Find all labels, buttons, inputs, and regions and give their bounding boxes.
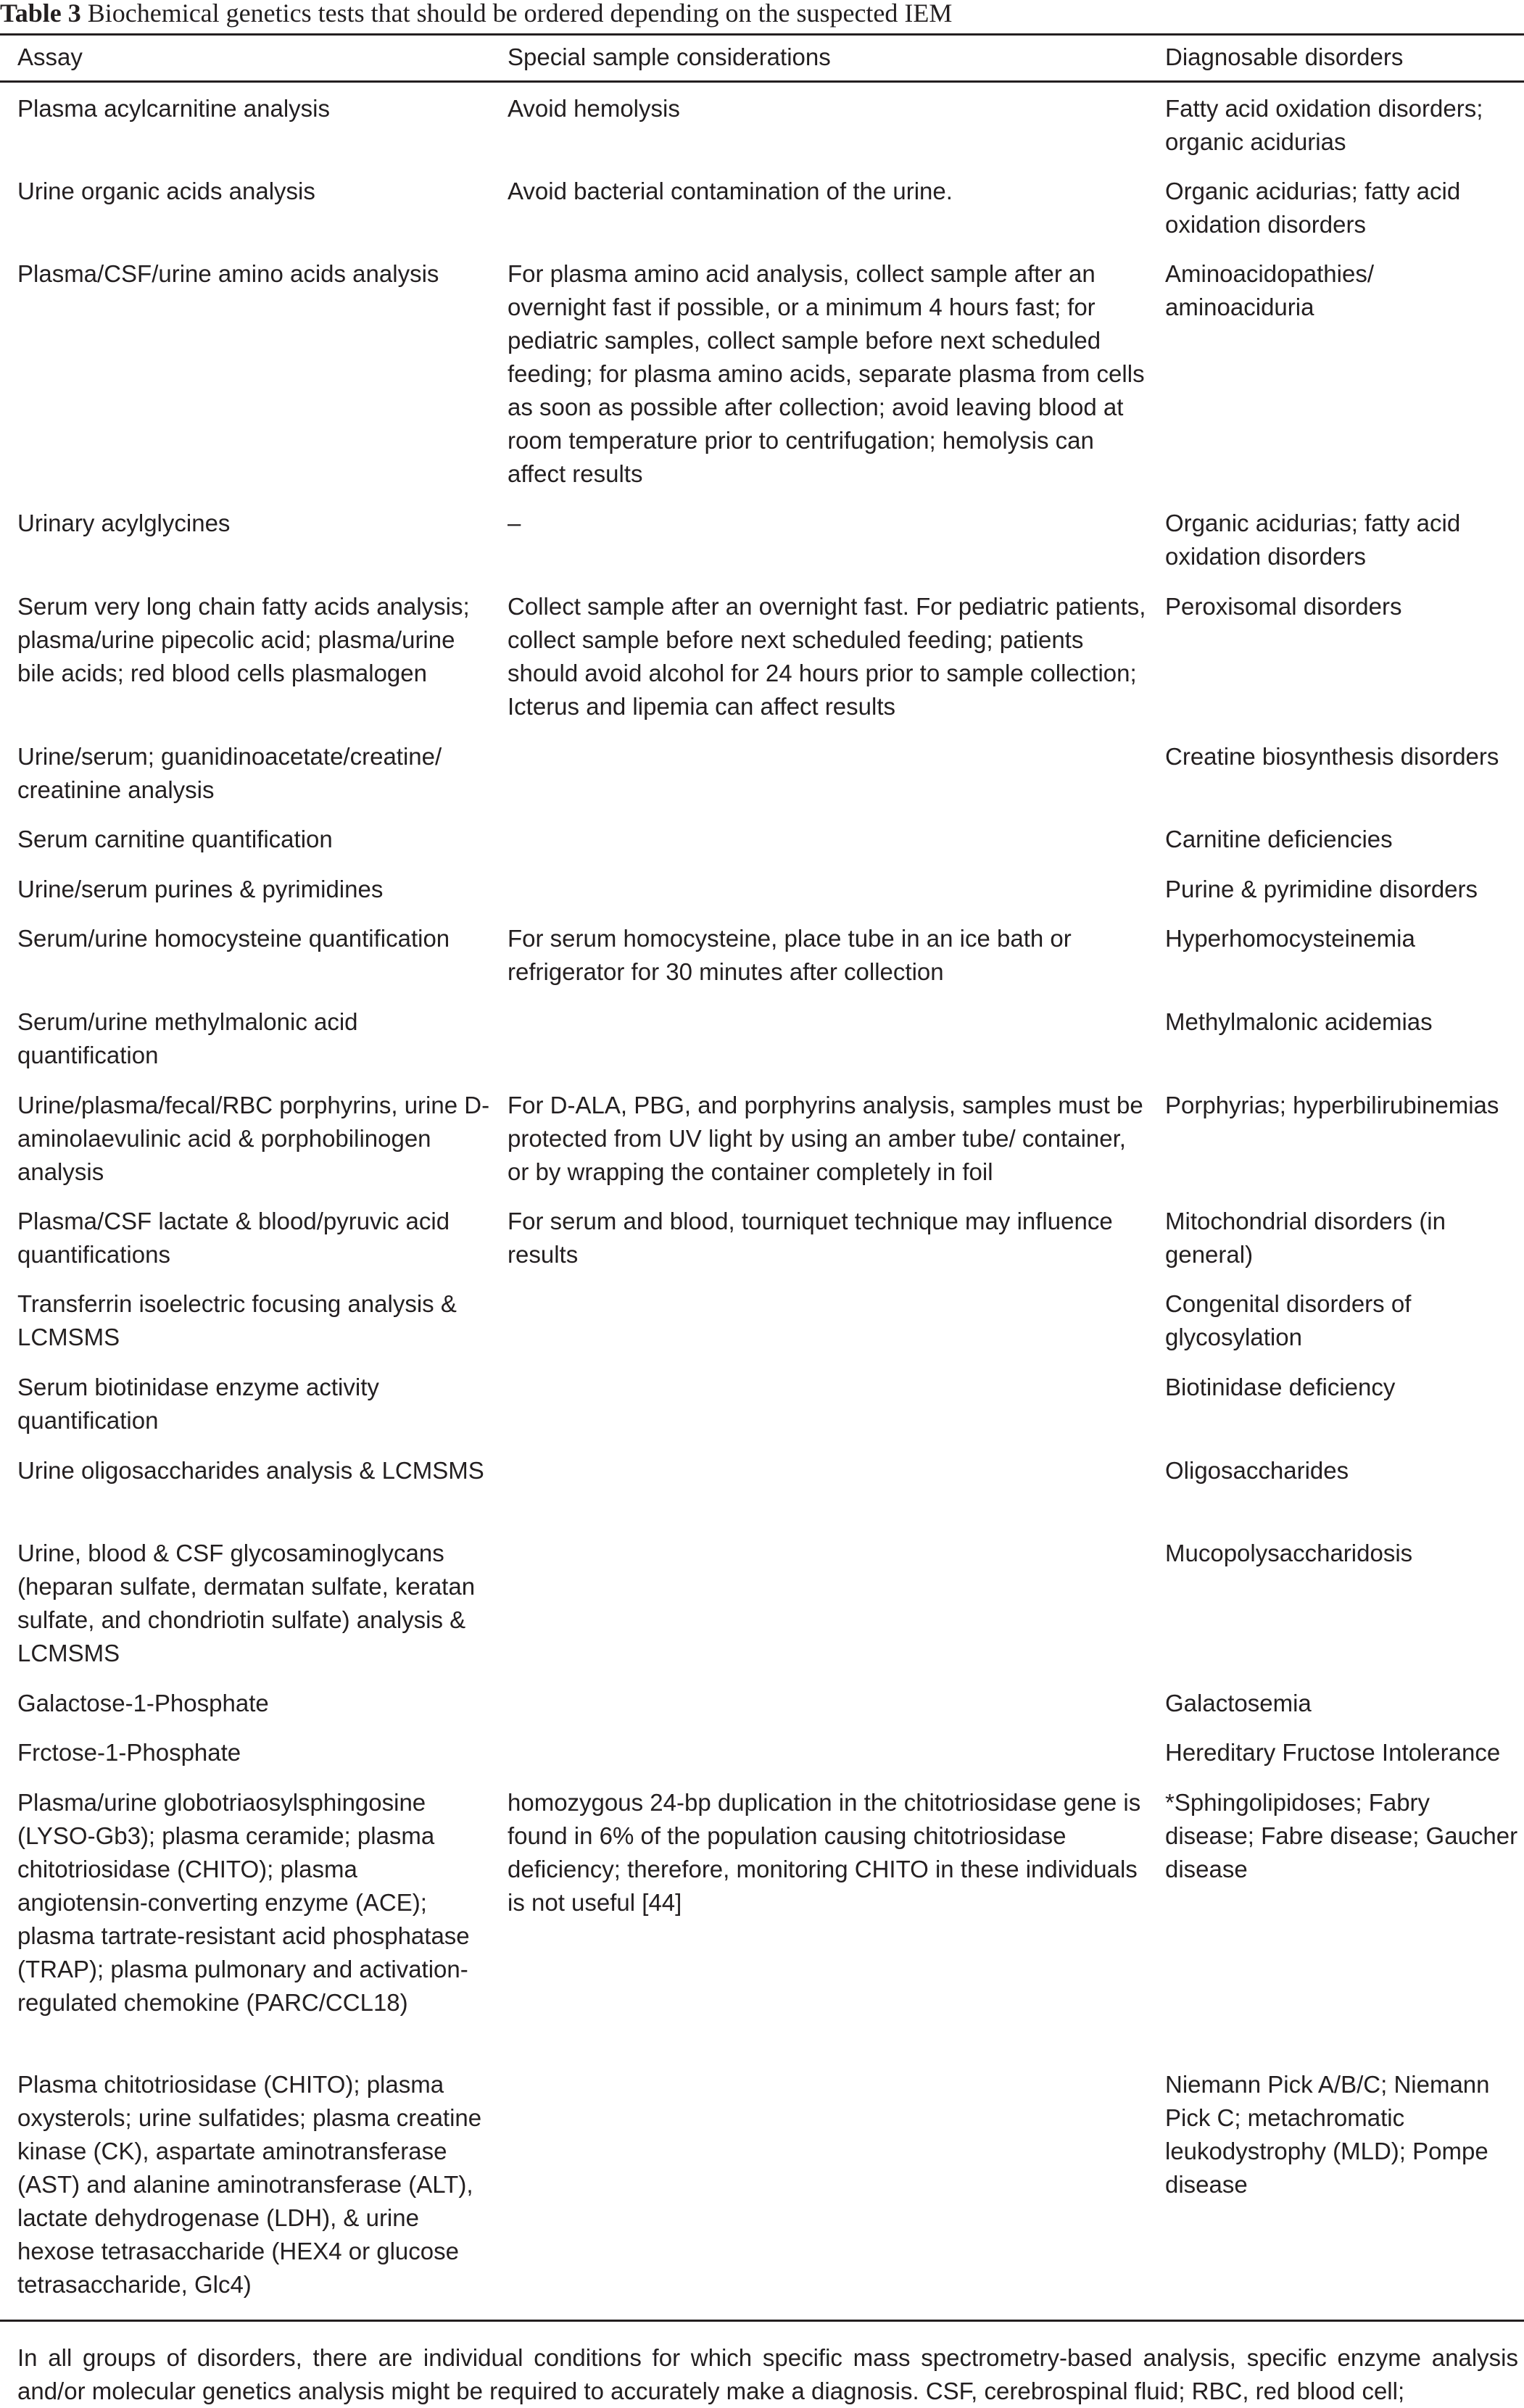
cell-disorders: Congenital disorders of glycosylation (1165, 1290, 1412, 1350)
table-row (0, 1527, 1524, 1677)
cell-assay: Galactose-1-Phosphate (17, 1689, 269, 1716)
cell-assay: Serum biotinidase enzyme activity quantification (17, 1373, 379, 1434)
cell-disorders: Peroxisomal disorders (1165, 592, 1402, 620)
header-row (0, 35, 1524, 82)
cell-disorders: Organic acidurias; fatty acid oxidation disorders (1165, 509, 1461, 570)
cell-disorders: Mucopolysaccharidosis (1165, 1539, 1413, 1566)
cell-assay: Plasma/urine globotriaosylsphingosine (LYSO-Gb3); plasma ceramide; plasma chitotriosidase (CHITO); plasma angiotensin-converting enzyme (ACE); plasma tartrate-resistant acid phosphatase (TRAP); plasma pulmonary and activation-regulated chemokine (PARC/CCL18) (17, 1788, 470, 2016)
table-row (0, 731, 1524, 813)
cell-assay: Plasma/CSF lactate & blood/pyruvic acid quantifications (17, 1207, 450, 1268)
cell-assay: Serum/urine homocysteine quantification (17, 924, 450, 952)
table-row (0, 497, 1524, 581)
cell-considerations (490, 1445, 1148, 1527)
cell-assay: Transferrin isoelectric focusing analysis & LCMSMS (17, 1290, 457, 1350)
cell-considerations: Avoid bacterial contamination of the urine. (508, 177, 953, 204)
tests-table (0, 33, 1524, 2322)
cell-assay: Plasma acylcarnitine analysis (17, 95, 331, 122)
cell-disorders: Hyperhomocysteinemia (1165, 924, 1415, 952)
cell-considerations: Avoid hemolysis (508, 95, 680, 122)
cell-assay: Plasma chitotriosidase (CHITO); plasma oxysterols; urine sulfatides; plasma creatine kinase (CK), aspartate aminotransferase (AST) and alanine aminotransferase (ALT), lactate dehydrogenase (LDH), & urine hexose tetrasaccharide (HEX4 or glucose tetrasaccharide, Glc4) (0, 2059, 490, 2321)
cell-assay: Urine/serum; guanidinoacetate/creatine/ creatinine analysis (17, 742, 442, 803)
cell-considerations (490, 996, 1148, 1079)
cell-disorders: Biotinidase deficiency (1165, 1373, 1396, 1400)
cell-disorders: Hereditary Fructose Intolerance (1165, 1738, 1501, 1766)
header-assay: Assay (0, 35, 490, 82)
table-row (0, 913, 1524, 996)
cell-disorders: Oligosaccharides (1165, 1456, 1349, 1484)
cell-considerations (490, 1361, 1148, 1445)
cell-disorders: Organic acidurias; fatty acid oxidation disorders (1165, 177, 1461, 238)
cell-disorders: Carnitine deficiencies (1165, 825, 1393, 852)
table-caption (0, 0, 1524, 32)
table-header (0, 35, 1524, 82)
table-row (0, 1777, 1524, 2059)
cell-considerations (490, 1677, 1148, 1727)
cell-assay: Plasma/CSF/urine amino acids analysis (17, 260, 439, 287)
table-row (0, 813, 1524, 863)
cell-disorders: Niemann Pick A/B/C; Niemann Pick C; metachromatic leukodystrophy (MLD); Pompe disease (1148, 2059, 1524, 2321)
cell-disorders: Aminoacidopathies/ aminoaciduria (1165, 260, 1375, 320)
cell-considerations: Collect sample after an overnight fast. For pediatric patients, collect sample before next scheduled feeding; patients should avoid alcohol for 24 hours prior to sample collection; Icterus and lipemia can affect results (508, 592, 1146, 720)
table-row (0, 248, 1524, 497)
cell-considerations (490, 863, 1148, 913)
cell-considerations (490, 1727, 1148, 1777)
cell-assay: Serum/urine methylmalonic acid quantification (17, 1008, 358, 1068)
table-row (0, 165, 1524, 248)
table-row (0, 1445, 1524, 1527)
cell-considerations (490, 1278, 1148, 1361)
table-row (0, 996, 1524, 1079)
table-row (0, 581, 1524, 731)
cell-assay: Urinary acylglycines (17, 509, 231, 536)
cell-considerations: For plasma amino acid analysis, collect sample after an overnight fast if possible, or a minimum 4 hours fast; for pediatric samples, collect sample before next scheduled feeding; for plasma amino acids, separate plasma from cells as soon as possible after collection; avoid leaving blood at room temperature prior to centrifugation; hemolysis can affect results (508, 260, 1145, 487)
table-row (0, 863, 1524, 913)
header-considerations: Special sample considerations (490, 35, 1148, 82)
table-row (0, 1361, 1524, 1445)
cell-assay: Urine/plasma/fecal/RBC porphyrins, urine D-aminolaevulinic acid & porphobilinogen analysis (17, 1091, 490, 1185)
cell-assay: Serum very long chain fatty acids analysis; plasma/urine pipecolic acid; plasma/urine bile acids; red blood cells plasmalogen (17, 592, 470, 686)
cell-assay: Frctose-1-Phosphate (17, 1738, 241, 1766)
cell-considerations (490, 813, 1148, 863)
cell-assay: Serum carnitine quantification (17, 825, 333, 852)
cell-assay: Urine oligosaccharides analysis & LCMSMS (17, 1456, 484, 1484)
cell-disorders: Porphyrias; hyperbilirubinemias (1165, 1091, 1499, 1118)
cell-considerations: For serum homocysteine, place tube in an ice bath or refrigerator for 30 minutes after collection (508, 924, 1072, 985)
cell-considerations: – (508, 509, 521, 536)
cell-disorders: Fatty acid oxidation disorders; organic acidurias (1165, 95, 1483, 155)
cell-considerations: For D-ALA, PBG, and porphyrins analysis, samples must be protected from UV light by using an amber tube/ container, or by wrapping the container completely in foil (508, 1091, 1143, 1185)
table-row (0, 1079, 1524, 1195)
cell-considerations: For serum and blood, tourniquet technique may influence results (508, 1207, 1113, 1268)
header-disorders: Diagnosable disorders (1148, 35, 1524, 82)
cell-considerations: homozygous 24-bp duplication in the chitotriosidase gene is found in 6% of the population causing chitotriosidase deficiency; therefore, monitoring CHITO in these individuals is not useful [44] (508, 1788, 1141, 1916)
cell-considerations (490, 2059, 1148, 2321)
table-footnote: In all groups of disorders, there are individual conditions for which specific mass spectrometry-based analysis, specific enzyme analysis and/or molecular genetics analysis might be required to accurately make a diagnosis. CSF, cerebrospinal fluid; RBC, red blood cell; (17, 2344, 1518, 2404)
cell-assay: Urine/serum purines & pyrimidines (17, 875, 384, 902)
table-row (0, 1278, 1524, 1361)
table-row (0, 82, 1524, 165)
table-row (0, 1195, 1524, 1278)
cell-disorders: *Sphingolipidoses; Fabry disease; Fabre disease; Gaucher disease (1165, 1788, 1518, 1882)
cell-assay: Urine, blood & CSF glycosaminoglycans (heparan sulfate, dermatan sulfate, keratan sulfate, and chondriotin sulfate) analysis & LCMSMS (17, 1539, 476, 1666)
table-label: Table 3 (0, 0, 81, 28)
cell-disorders: Galactosemia (1165, 1689, 1312, 1716)
table-row (0, 1677, 1524, 1727)
table-title: Biochemical genetics tests that should be ordered depending on the suspected IEM (87, 0, 953, 28)
cell-considerations (490, 731, 1148, 813)
cell-considerations (490, 1527, 1148, 1677)
cell-disorders: Mitochondrial disorders (in general) (1165, 1207, 1446, 1268)
table-body (0, 82, 1524, 2321)
table-row (0, 2059, 1524, 2321)
cell-disorders: Purine & pyrimidine disorders (1165, 875, 1478, 902)
cell-assay: Urine organic acids analysis (17, 177, 315, 204)
cell-disorders: Methylmalonic acidemias (1165, 1008, 1433, 1035)
cell-disorders: Creatine biosynthesis disorders (1165, 742, 1499, 770)
table-row (0, 1727, 1524, 1777)
